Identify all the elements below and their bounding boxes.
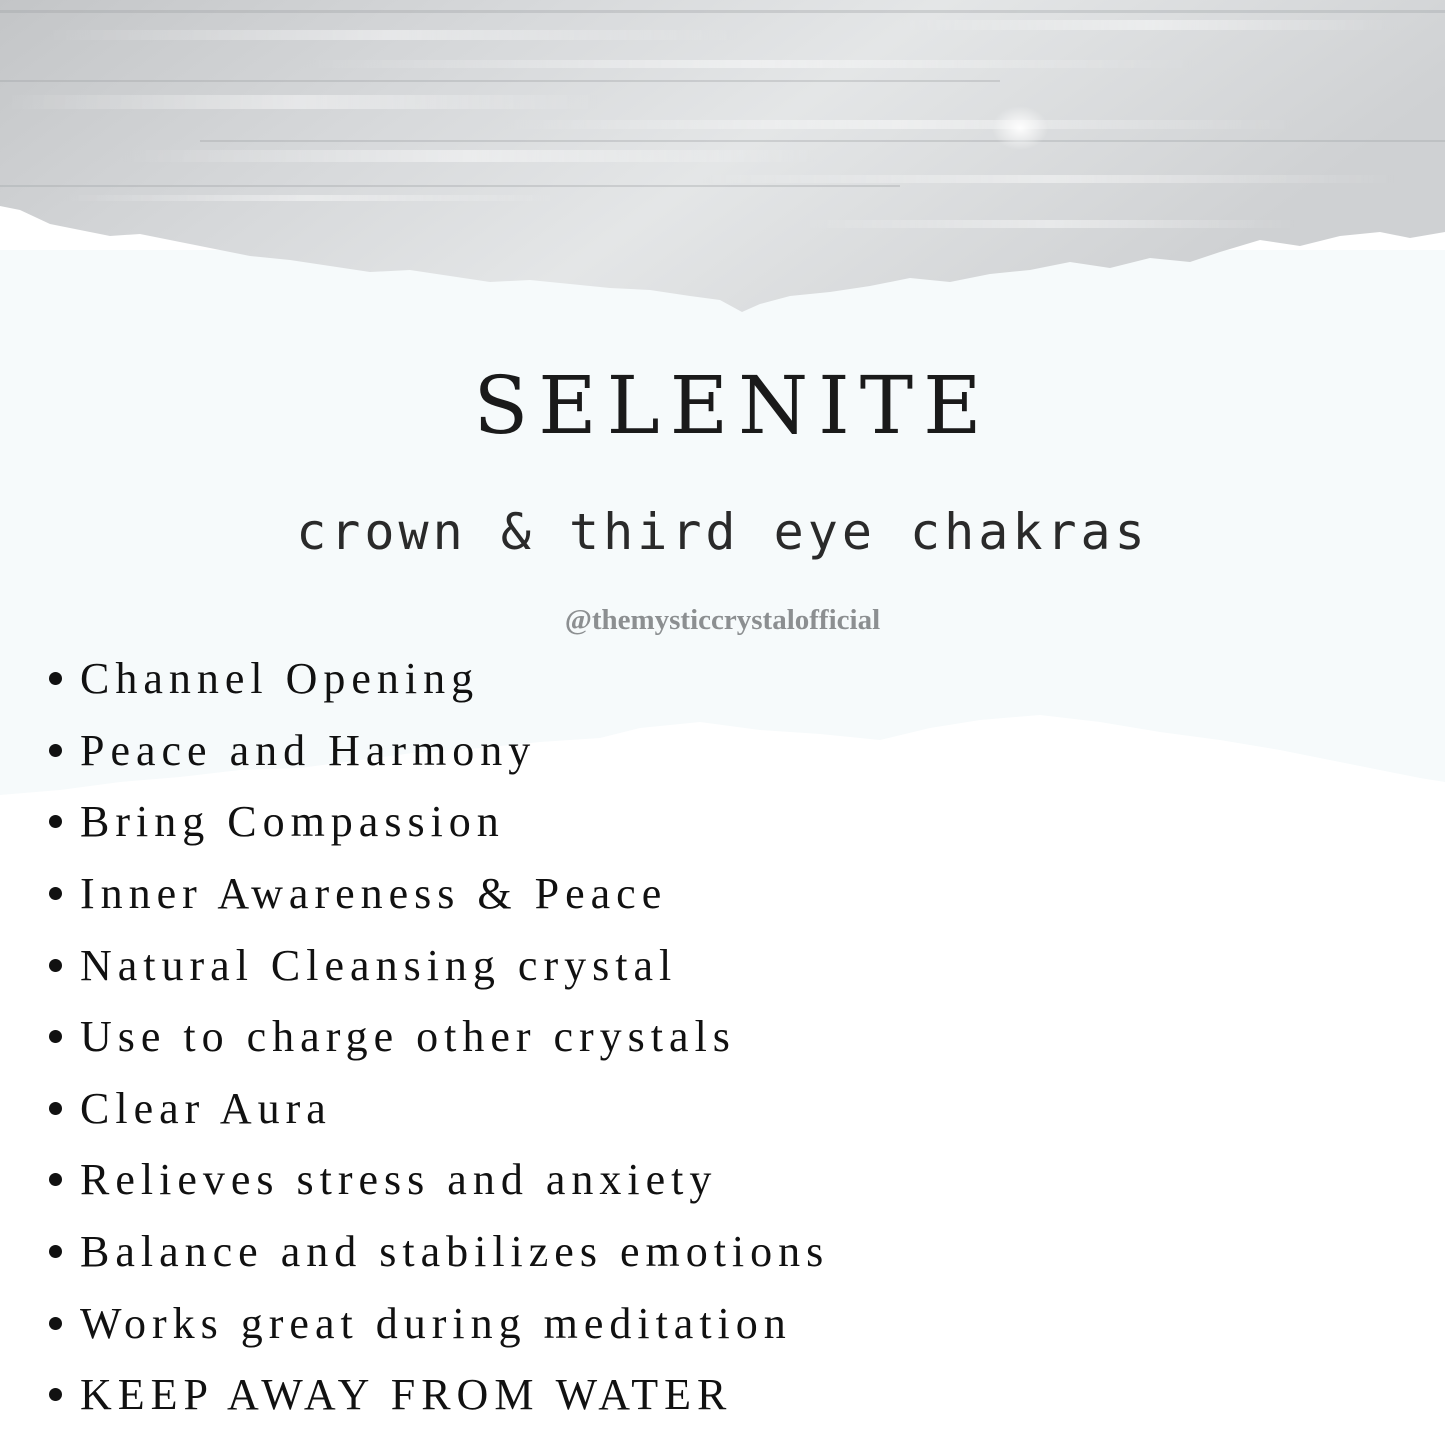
bullet-icon (49, 1388, 62, 1401)
list-item-label: Use to charge other crystals (80, 1012, 736, 1062)
list-item-label: Bring Compassion (80, 797, 505, 847)
bullet-icon (49, 1173, 62, 1186)
list-item-label: Balance and stabilizes emotions (80, 1227, 830, 1277)
bullet-icon (49, 1030, 62, 1043)
list-item (44, 1144, 829, 1216)
list-item-label: Natural Cleansing crystal (80, 940, 678, 990)
bullet-icon (49, 744, 62, 757)
list-item (44, 715, 829, 787)
bullet-icon (49, 672, 62, 685)
bullet-icon (49, 815, 62, 828)
list-item-label: Clear Aura (80, 1083, 332, 1133)
social-handle: @themysticcrystalofficial (564, 604, 881, 636)
list-item (44, 1073, 829, 1145)
list-item-label: KEEP AWAY FROM WATER (80, 1370, 733, 1420)
list-item (44, 1001, 829, 1073)
list-item (44, 929, 829, 1001)
bullet-icon (49, 959, 62, 972)
list-item (44, 643, 829, 715)
list-item-label: Inner Awareness & Peace (80, 869, 668, 919)
bullet-icon (49, 1245, 62, 1258)
list-item (44, 1287, 829, 1359)
list-item-label: Peace and Harmony (80, 725, 537, 775)
bullet-icon (49, 1102, 62, 1115)
list-item (44, 858, 829, 930)
page-title: SELENITE (473, 359, 992, 452)
bullet-icon (49, 1317, 62, 1330)
list-item (44, 1359, 829, 1431)
subtitle: crown & third eye chakras (296, 503, 1149, 561)
list-item-label: Channel Opening (80, 654, 480, 704)
bullet-icon (49, 887, 62, 900)
list-item (44, 1216, 829, 1288)
properties-list (44, 643, 829, 1431)
list-item (44, 786, 829, 858)
list-item-label: Relieves stress and anxiety (80, 1155, 718, 1205)
list-item-label: Works great during meditation (80, 1298, 792, 1348)
